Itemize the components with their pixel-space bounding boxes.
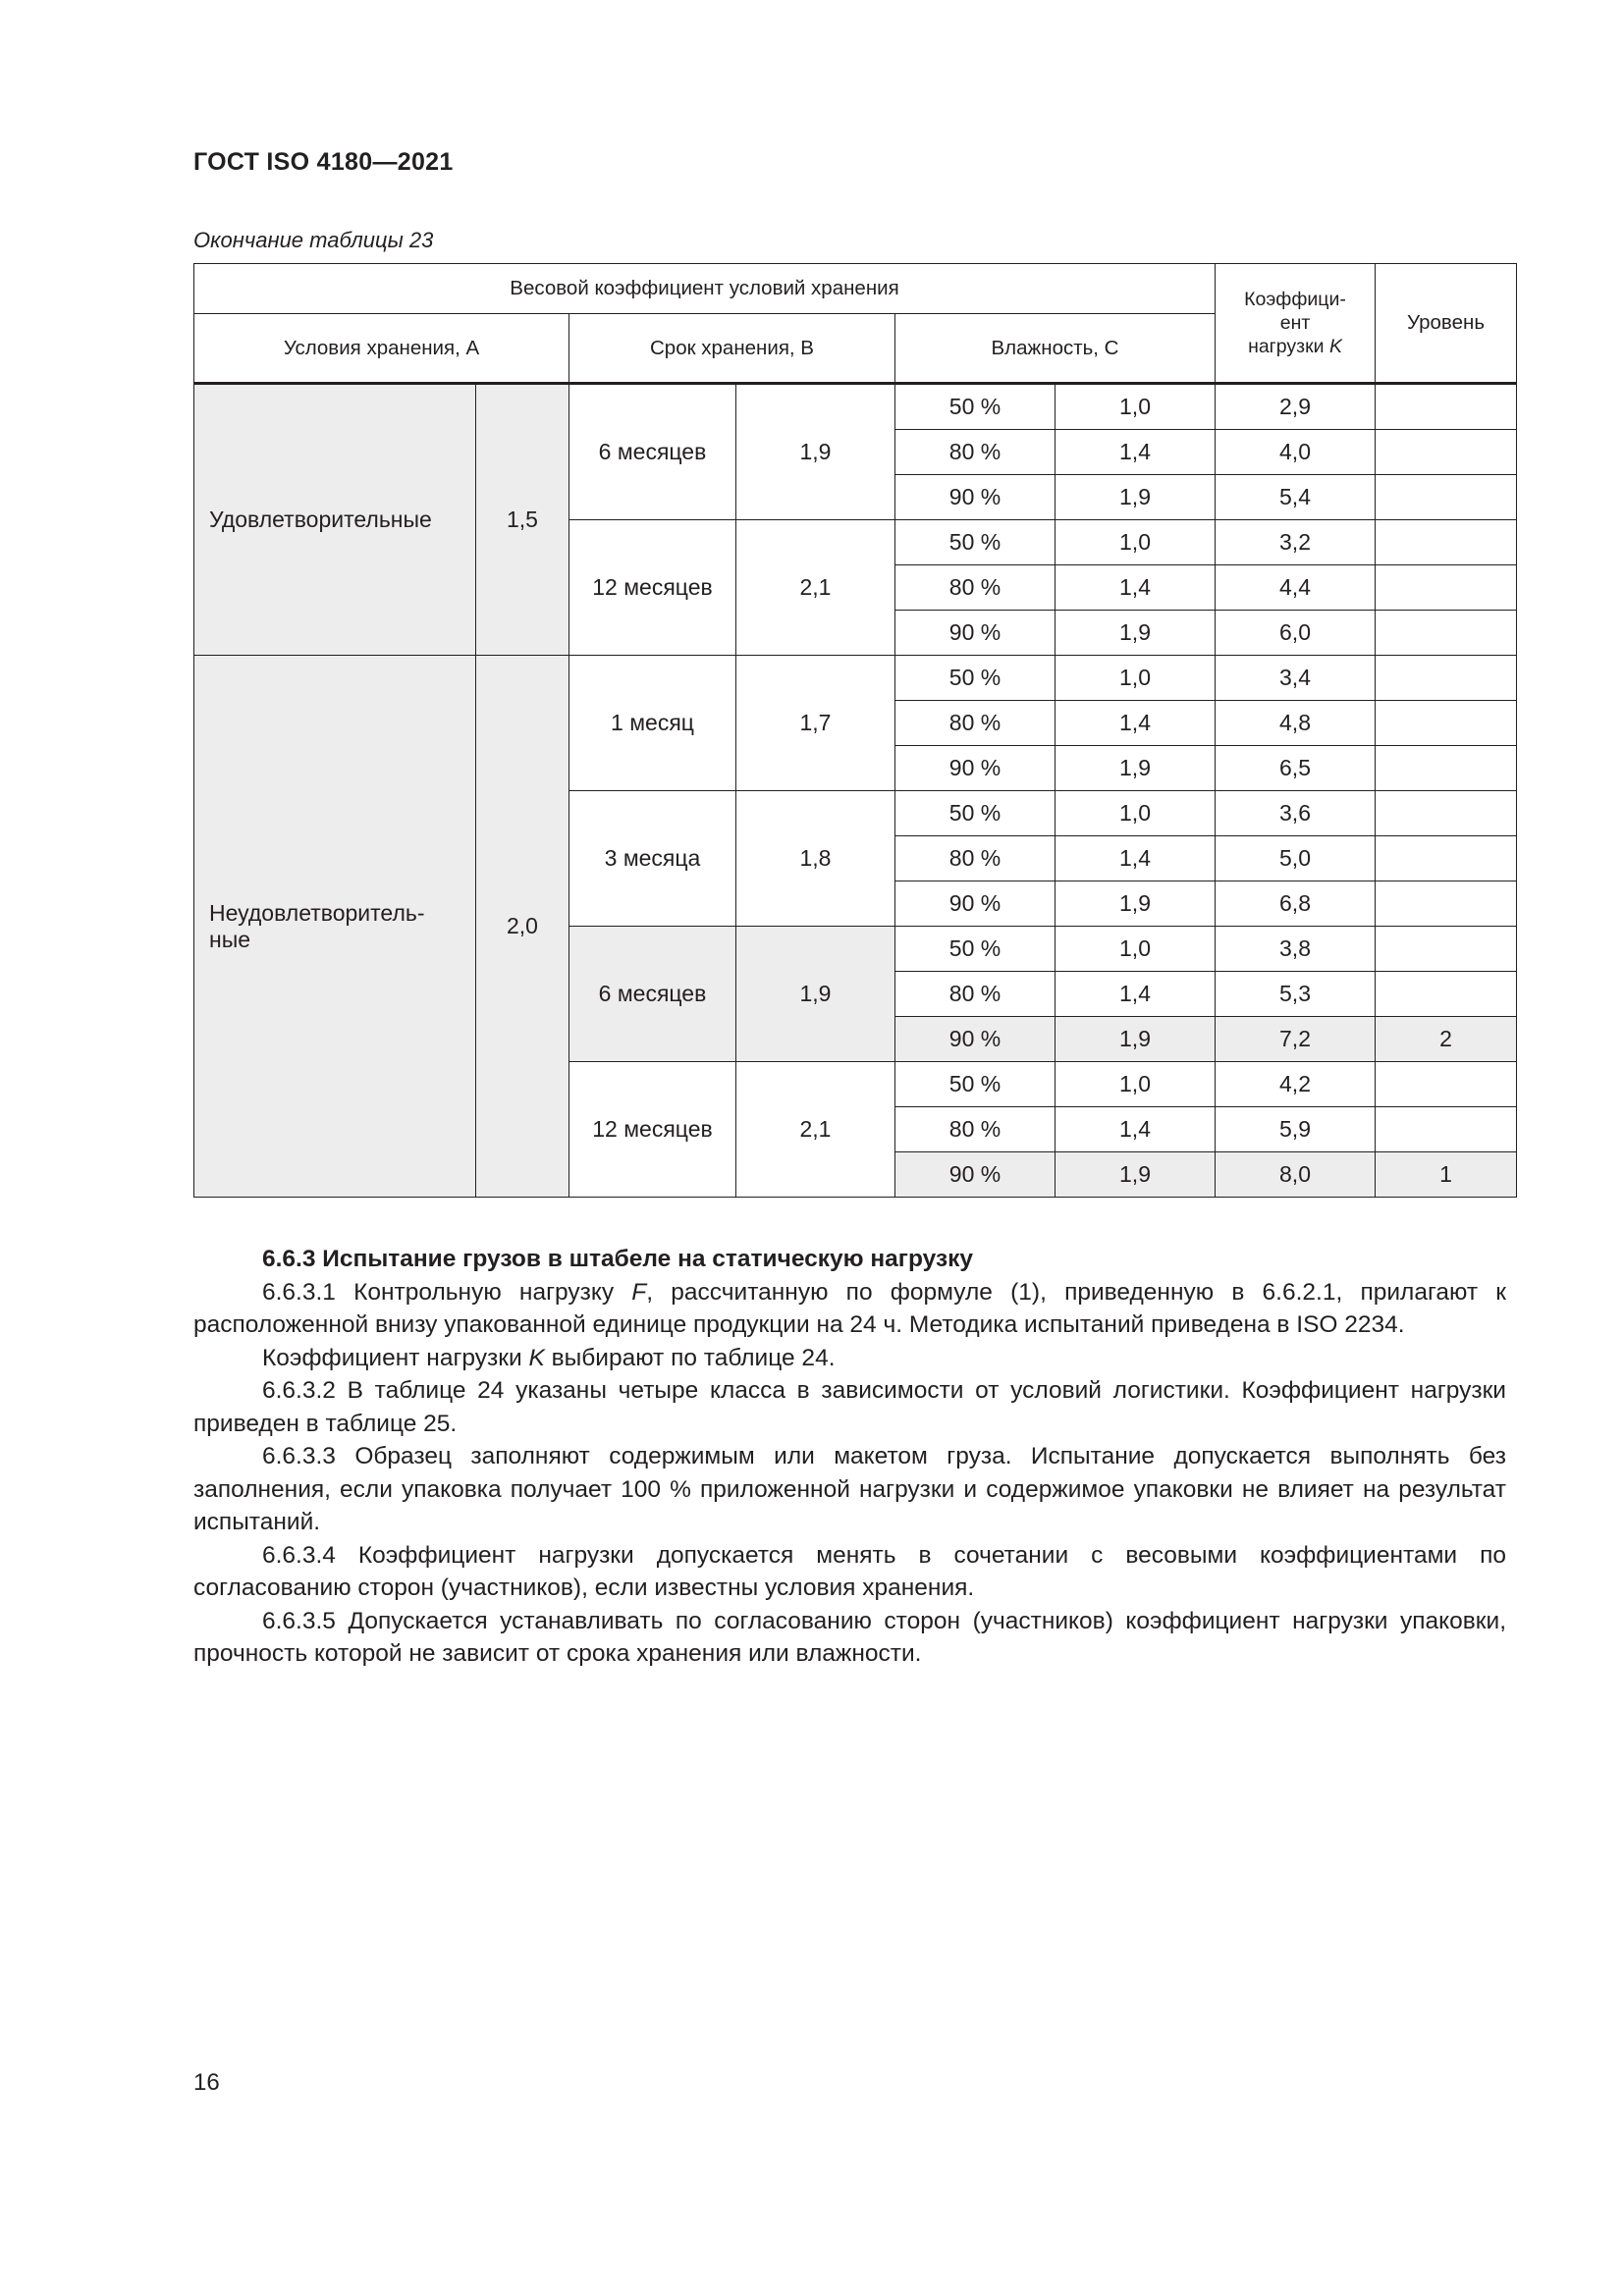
load-coefficient-cell: 3,2 [1216,520,1376,565]
humidity-cell: 90 % [895,1017,1056,1062]
humidity-cell: 80 % [895,1107,1056,1152]
storage-period-factor: 1,9 [736,927,895,1062]
humidity-cell: 90 % [895,746,1056,791]
load-coefficient-cell: 3,6 [1216,791,1376,836]
humidity-cell: 90 % [895,881,1056,927]
humidity-cell: 50 % [895,656,1056,701]
humidity-factor: 1,4 [1056,430,1216,475]
humidity-factor: 1,0 [1056,791,1216,836]
level-cell [1376,565,1517,611]
humidity-cell: 80 % [895,836,1056,881]
level-cell [1376,881,1517,927]
weight-coefficient-header: Весовой коэффициент условий хранения [194,264,1216,314]
storage-period-factor: 2,1 [736,520,895,656]
paragraph-6-6-3-1: 6.6.3.1 Контрольную нагрузку F, рассчитанную по формуле (1), приведенную в 6.6.2.1, прилагают к расположенной внизу упакованной единице продукции на 24 ч. Методика испытаний приведена в ISO 2234. [193,1278,1506,1338]
load-coefficient-cell: 5,9 [1216,1107,1376,1152]
humidity-cell: 90 % [895,611,1056,656]
humidity-cell: 50 % [895,384,1056,430]
storage-conditions-header: Условия хранения, A [194,314,569,384]
humidity-factor: 1,0 [1056,1062,1216,1107]
load-coefficient-cell: 3,8 [1216,927,1376,972]
humidity-factor: 1,9 [1056,611,1216,656]
humidity-factor: 1,0 [1056,520,1216,565]
level-cell [1376,475,1517,520]
humidity-cell: 90 % [895,1152,1056,1198]
storage-period-factor: 1,8 [736,791,895,927]
storage-period-cell: 12 месяцев [569,520,736,656]
table-caption: Окончание таблицы 23 [193,228,434,252]
humidity-factor: 1,4 [1056,701,1216,746]
humidity-cell: 80 % [895,972,1056,1017]
level-cell [1376,972,1517,1017]
level-cell [1376,430,1517,475]
humidity-cell: 80 % [895,701,1056,746]
storage-condition-factor: 2,0 [476,656,569,1198]
storage-condition-factor: 1,5 [476,384,569,656]
storage-period-cell: 6 месяцев [569,927,736,1062]
load-coefficient-cell: 8,0 [1216,1152,1376,1198]
level-cell [1376,701,1517,746]
level-cell [1376,1062,1517,1107]
load-coefficient-header: Коэффици- ент нагрузки K [1216,264,1376,384]
level-cell: 2 [1376,1017,1517,1062]
storage-period-cell: 1 месяц [569,656,736,791]
paragraph-load-coefficient: Коэффициент нагрузки K выбирают по таблице 24. [262,1344,836,1371]
humidity-cell: 80 % [895,565,1056,611]
load-coefficient-cell: 7,2 [1216,1017,1376,1062]
humidity-cell: 90 % [895,475,1056,520]
table-row [194,384,1517,430]
humidity-factor: 1,4 [1056,836,1216,881]
humidity-cell: 80 % [895,430,1056,475]
storage-condition-cell: Удовлетворительные [194,384,476,656]
level-header: Уровень [1376,264,1517,384]
section-heading: 6.6.3 Испытание грузов в штабеле на статическую нагрузку [262,1246,974,1272]
section-text [193,1243,1506,1671]
load-coefficient-cell: 6,8 [1216,881,1376,927]
paragraph-6-6-3-5: 6.6.3.5 Допускается устанавливать по согласованию сторон (участников) коэффициент нагрузки упаковки, прочность которой не зависит от срока хранения или влажности. [193,1607,1506,1667]
load-coefficient-cell: 2,9 [1216,384,1376,430]
load-coefficient-cell: 6,0 [1216,611,1376,656]
humidity-cell: 50 % [895,927,1056,972]
level-cell [1376,1107,1517,1152]
humidity-header: Влажность, C [895,314,1216,384]
storage-period-cell: 12 месяцев [569,1062,736,1198]
humidity-factor: 1,0 [1056,384,1216,430]
humidity-cell: 50 % [895,1062,1056,1107]
load-coefficient-cell: 4,8 [1216,701,1376,746]
page-number: 16 [193,2069,220,2096]
load-coefficient-cell: 4,4 [1216,565,1376,611]
level-cell [1376,746,1517,791]
paragraph-6-6-3-3: 6.6.3.3 Образец заполняют содержимым или макетом груза. Испытание допускается выполнять без заполнения, если упаковка получает 100 % приложенной нагрузки и содержимое упаковки не влияет на результат испытаний. [193,1443,1506,1535]
storage-period-header: Срок хранения, B [569,314,895,384]
load-coefficient-cell: 5,4 [1216,475,1376,520]
load-coefficient-cell: 4,2 [1216,1062,1376,1107]
load-coefficient-cell: 5,0 [1216,836,1376,881]
load-coefficient-cell: 5,3 [1216,972,1376,1017]
storage-period-cell: 6 месяцев [569,384,736,520]
load-coefficient-cell: 4,0 [1216,430,1376,475]
humidity-factor: 1,0 [1056,656,1216,701]
humidity-cell: 50 % [895,520,1056,565]
storage-condition-cell: Неудовлетворитель- ные [194,656,476,1198]
level-cell [1376,520,1517,565]
humidity-factor: 1,9 [1056,1017,1216,1062]
storage-coefficient-table [193,263,1517,1198]
humidity-factor: 1,4 [1056,972,1216,1017]
humidity-factor: 1,9 [1056,746,1216,791]
paragraph-6-6-3-2: 6.6.3.2 В таблице 24 указаны четыре класса в зависимости от условий логистики. Коэффициент нагрузки приведен в таблице 25. [193,1377,1506,1437]
level-cell [1376,791,1517,836]
storage-period-cell: 3 месяца [569,791,736,927]
level-cell [1376,384,1517,430]
humidity-cell: 50 % [895,791,1056,836]
storage-period-factor: 1,9 [736,384,895,520]
storage-period-factor: 2,1 [736,1062,895,1198]
document-header: ГОСТ ISO 4180—2021 [193,148,454,176]
load-coefficient-cell: 6,5 [1216,746,1376,791]
humidity-factor: 1,4 [1056,565,1216,611]
level-cell [1376,611,1517,656]
humidity-factor: 1,9 [1056,881,1216,927]
level-cell [1376,927,1517,972]
paragraph-6-6-3-4: 6.6.3.4 Коэффициент нагрузки допускается менять в сочетании с весовыми коэффициентами по согласованию сторон (участников), если известны условия хранения. [193,1541,1506,1601]
table-row [194,656,1517,701]
humidity-factor: 1,9 [1056,475,1216,520]
load-coefficient-cell: 3,4 [1216,656,1376,701]
humidity-factor: 1,9 [1056,1152,1216,1198]
level-cell: 1 [1376,1152,1517,1198]
storage-period-factor: 1,7 [736,656,895,791]
humidity-factor: 1,4 [1056,1107,1216,1152]
humidity-factor: 1,0 [1056,927,1216,972]
level-cell [1376,836,1517,881]
level-cell [1376,656,1517,701]
